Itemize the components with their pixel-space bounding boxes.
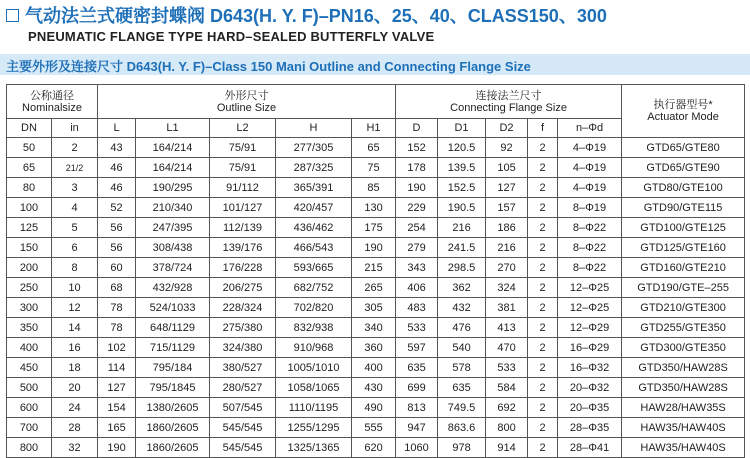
table-cell: 682/752	[276, 278, 352, 298]
table-cell: 400	[352, 358, 396, 378]
table-cell: 65	[352, 138, 396, 158]
table-cell: 68	[98, 278, 136, 298]
table-cell: 800	[486, 418, 528, 438]
table-cell: 533	[486, 358, 528, 378]
table-cell: 20	[52, 378, 98, 398]
table-cell: 2	[528, 298, 558, 318]
table-cell: 100	[7, 198, 52, 218]
table-cell: 190/295	[136, 178, 210, 198]
table-cell: 1860/2605	[136, 438, 210, 458]
column-header: D1	[438, 119, 486, 138]
table-cell: GTD210/GTE300	[622, 298, 745, 318]
table-cell: 380/527	[210, 358, 276, 378]
table-cell: 102	[98, 338, 136, 358]
table-cell: 947	[396, 418, 438, 438]
table-cell: 24	[52, 398, 98, 418]
table-cell: 43	[98, 138, 136, 158]
table-cell: GTD65/GTE80	[622, 138, 745, 158]
table-cell: 16–Φ29	[558, 338, 622, 358]
table-row	[7, 158, 745, 178]
table-cell: 795/184	[136, 358, 210, 378]
table-cell: 1005/1010	[276, 358, 352, 378]
table-cell: 2	[528, 178, 558, 198]
table-cell: 597	[396, 338, 438, 358]
table-cell: 91/112	[210, 178, 276, 198]
column-header: L	[98, 119, 136, 138]
table-row	[7, 378, 745, 398]
table-cell: 490	[352, 398, 396, 418]
table-cell: 75/91	[210, 158, 276, 178]
table-cell: 8–Φ22	[558, 218, 622, 238]
table-row	[7, 418, 745, 438]
table-row	[7, 238, 745, 258]
table-cell: 2	[528, 378, 558, 398]
table-cell: 80	[7, 178, 52, 198]
table-cell: 8–Φ22	[558, 258, 622, 278]
table-cell: 533	[396, 318, 438, 338]
table-cell: 75	[352, 158, 396, 178]
table-cell: 8–Φ22	[558, 238, 622, 258]
table-cell: 190	[352, 238, 396, 258]
table-cell: 4	[52, 198, 98, 218]
actuator-header: 执行器型号* Actuator Mode	[622, 85, 745, 138]
table-cell: 2	[528, 238, 558, 258]
table-cell: 65	[7, 158, 52, 178]
table-cell: 186	[486, 218, 528, 238]
table-cell: 178	[396, 158, 438, 178]
table-cell: 152	[396, 138, 438, 158]
table-cell: GTD350/HAW28S	[622, 358, 745, 378]
table-cell: 700	[7, 418, 52, 438]
checkbox-square-icon	[6, 9, 19, 22]
table-cell: 28	[52, 418, 98, 438]
table-cell: 56	[98, 238, 136, 258]
table-cell: 190	[98, 438, 136, 458]
table-cell: 555	[352, 418, 396, 438]
table-cell: 105	[486, 158, 528, 178]
table-cell: 914	[486, 438, 528, 458]
table-cell: 362	[438, 278, 486, 298]
column-header: DN	[7, 119, 52, 138]
table-cell: 524/1033	[136, 298, 210, 318]
table-cell: GTD100/GTE125	[622, 218, 745, 238]
table-cell: GTD90/GTE115	[622, 198, 745, 218]
table-cell: 795/1845	[136, 378, 210, 398]
table-row	[7, 398, 745, 418]
table-cell: 2	[528, 258, 558, 278]
column-header: n–Φd	[558, 119, 622, 138]
table-cell: 978	[438, 438, 486, 458]
table-cell: 350	[7, 318, 52, 338]
column-header: D2	[486, 119, 528, 138]
table-cell: 507/545	[210, 398, 276, 418]
table-cell: 3	[52, 178, 98, 198]
table-cell: 1325/1365	[276, 438, 352, 458]
table-cell: 10	[52, 278, 98, 298]
table-cell: 476	[438, 318, 486, 338]
table-cell: 378/724	[136, 258, 210, 278]
table-cell: 635	[396, 358, 438, 378]
table-cell: 400	[7, 338, 52, 358]
table-cell: 540	[438, 338, 486, 358]
table-cell: 1060	[396, 438, 438, 458]
table-cell: 164/214	[136, 138, 210, 158]
table-cell: 432	[438, 298, 486, 318]
table-cell: 12–Φ25	[558, 298, 622, 318]
table-cell: 280/527	[210, 378, 276, 398]
table-cell: 277/305	[276, 138, 352, 158]
table-cell: 800	[7, 438, 52, 458]
table-cell: 813	[396, 398, 438, 418]
table-cell: 101/127	[210, 198, 276, 218]
table-cell: 152.5	[438, 178, 486, 198]
table-row	[7, 178, 745, 198]
table-cell: 28–Φ35	[558, 418, 622, 438]
column-header: L1	[136, 119, 210, 138]
table-cell: 120.5	[438, 138, 486, 158]
table-cell: 18	[52, 358, 98, 378]
table-cell: 139/176	[210, 238, 276, 258]
table-cell: 381	[486, 298, 528, 318]
table-cell: 1110/1195	[276, 398, 352, 418]
table-cell: GTD125/GTE160	[622, 238, 745, 258]
table-body	[7, 138, 745, 458]
table-cell: 2	[528, 218, 558, 238]
table-cell: 216	[486, 238, 528, 258]
flange-size-header: 连接法兰尺寸 Connecting Flange Size	[396, 85, 622, 119]
table-cell: 1255/1295	[276, 418, 352, 438]
table-cell: 85	[352, 178, 396, 198]
outline-size-header: 外形尺寸 Outline Size	[98, 85, 396, 119]
column-header: H1	[352, 119, 396, 138]
table-cell: 2	[528, 418, 558, 438]
table-cell: 247/395	[136, 218, 210, 238]
table-cell: 60	[98, 258, 136, 278]
table-cell: 14	[52, 318, 98, 338]
dimension-table	[6, 84, 745, 458]
table-cell: 2	[528, 138, 558, 158]
table-cell: 620	[352, 438, 396, 458]
table-cell: 360	[352, 338, 396, 358]
table-cell: 127	[486, 178, 528, 198]
table-cell: 215	[352, 258, 396, 278]
table-row	[7, 338, 745, 358]
table-cell: 365/391	[276, 178, 352, 198]
table-cell: 1380/2605	[136, 398, 210, 418]
page-subtitle: PNEUMATIC FLANGE TYPE HARD–SEALED BUTTERFLY VALVE	[28, 29, 435, 44]
table-row	[7, 298, 745, 318]
table-cell: GTD190/GTE–255	[622, 278, 745, 298]
table-cell: 279	[396, 238, 438, 258]
table-cell: 12–Φ29	[558, 318, 622, 338]
table-cell: 16	[52, 338, 98, 358]
table-cell: 910/968	[276, 338, 352, 358]
table-cell: 20–Φ35	[558, 398, 622, 418]
table-cell: 165	[98, 418, 136, 438]
page-title	[6, 4, 607, 26]
table-cell: 50	[7, 138, 52, 158]
table-cell: 16–Φ32	[558, 358, 622, 378]
table-cell: 139.5	[438, 158, 486, 178]
header-row-1	[7, 85, 745, 119]
table-row	[7, 258, 745, 278]
table-cell: 470	[486, 338, 528, 358]
table-row	[7, 358, 745, 378]
table-cell: 4–Φ19	[558, 158, 622, 178]
column-header: f	[528, 119, 558, 138]
table-cell: 130	[352, 198, 396, 218]
table-cell: 114	[98, 358, 136, 378]
table-cell: 270	[486, 258, 528, 278]
table-cell: 702/820	[276, 298, 352, 318]
table-cell: 275/380	[210, 318, 276, 338]
table-cell: 2	[528, 358, 558, 378]
table-row	[7, 278, 745, 298]
table-cell: 578	[438, 358, 486, 378]
table-cell: GTD80/GTE100	[622, 178, 745, 198]
table-cell: 175	[352, 218, 396, 238]
table-cell: 265	[352, 278, 396, 298]
table-cell: 2	[528, 398, 558, 418]
table-cell: 648/1129	[136, 318, 210, 338]
table-cell: 466/543	[276, 238, 352, 258]
table-cell: 340	[352, 318, 396, 338]
table-cell: 8	[52, 258, 98, 278]
table-cell: HAW35/HAW40S	[622, 418, 745, 438]
table-row	[7, 198, 745, 218]
table-cell: 154	[98, 398, 136, 418]
table-cell: 21/2	[52, 158, 98, 178]
table-cell: 2	[528, 438, 558, 458]
table-cell: 420/457	[276, 198, 352, 218]
table-cell: 56	[98, 218, 136, 238]
table-cell: 206/275	[210, 278, 276, 298]
table-cell: 749.5	[438, 398, 486, 418]
table-row	[7, 218, 745, 238]
table-cell: 12–Φ25	[558, 278, 622, 298]
table-cell: 635	[438, 378, 486, 398]
table-cell: 2	[528, 318, 558, 338]
table-cell: 216	[438, 218, 486, 238]
table-cell: 305	[352, 298, 396, 318]
table-row	[7, 438, 745, 458]
table-cell: 241.5	[438, 238, 486, 258]
table-cell: 432/928	[136, 278, 210, 298]
table-cell: 413	[486, 318, 528, 338]
table-cell: 164/214	[136, 158, 210, 178]
table-cell: 125	[7, 218, 52, 238]
table-cell: 584	[486, 378, 528, 398]
table-cell: 832/938	[276, 318, 352, 338]
table-cell: 229	[396, 198, 438, 218]
table-cell: 4–Φ19	[558, 138, 622, 158]
table-cell: HAW35/HAW40S	[622, 438, 745, 458]
table-cell: GTD255/GTE350	[622, 318, 745, 338]
table-cell: 78	[98, 318, 136, 338]
column-header: in	[52, 119, 98, 138]
table-cell: 2	[528, 198, 558, 218]
table-cell: 150	[7, 238, 52, 258]
column-header: D	[396, 119, 438, 138]
table-cell: 5	[52, 218, 98, 238]
table-cell: 20–Φ32	[558, 378, 622, 398]
table-cell: 1058/1065	[276, 378, 352, 398]
table-row	[7, 318, 745, 338]
table-cell: 78	[98, 298, 136, 318]
table-cell: 545/545	[210, 438, 276, 458]
column-header: L2	[210, 119, 276, 138]
table-cell: 1860/2605	[136, 418, 210, 438]
table-cell: 436/462	[276, 218, 352, 238]
table-cell: 190.5	[438, 198, 486, 218]
table-cell: HAW28/HAW35S	[622, 398, 745, 418]
table-cell: 228/324	[210, 298, 276, 318]
table-cell: 200	[7, 258, 52, 278]
table-cell: 2	[528, 278, 558, 298]
table-cell: GTD160/GTE210	[622, 258, 745, 278]
table-cell: 343	[396, 258, 438, 278]
table-cell: 75/91	[210, 138, 276, 158]
table-cell: 450	[7, 358, 52, 378]
table-cell: 863.6	[438, 418, 486, 438]
table-cell: 112/139	[210, 218, 276, 238]
table-cell: 593/665	[276, 258, 352, 278]
table-cell: 324	[486, 278, 528, 298]
table-row	[7, 138, 745, 158]
table-cell: 2	[52, 138, 98, 158]
table-cell: 4–Φ19	[558, 178, 622, 198]
table-cell: 52	[98, 198, 136, 218]
table-cell: 324/380	[210, 338, 276, 358]
table-cell: 308/438	[136, 238, 210, 258]
table-cell: 2	[528, 158, 558, 178]
table-cell: 46	[98, 158, 136, 178]
table-cell: 210/340	[136, 198, 210, 218]
table-cell: 298.5	[438, 258, 486, 278]
table-cell: 250	[7, 278, 52, 298]
table-cell: 157	[486, 198, 528, 218]
table-cell: GTD350/HAW28S	[622, 378, 745, 398]
table-cell: GTD65/GTE90	[622, 158, 745, 178]
table-cell: 2	[528, 338, 558, 358]
table-cell: 127	[98, 378, 136, 398]
table-cell: 190	[396, 178, 438, 198]
page-title-text: 气动法兰式硬密封蝶阀 D643(H. Y. F)–PN16、25、40、CLASS150、300	[25, 6, 607, 26]
table-cell: 12	[52, 298, 98, 318]
table-cell: 300	[7, 298, 52, 318]
table-cell: 32	[52, 438, 98, 458]
table-cell: 545/545	[210, 418, 276, 438]
table-cell: 8–Φ19	[558, 198, 622, 218]
table-cell: 254	[396, 218, 438, 238]
table-cell: 176/228	[210, 258, 276, 278]
table-cell: 287/325	[276, 158, 352, 178]
table-cell: 483	[396, 298, 438, 318]
table-cell: 46	[98, 178, 136, 198]
table-cell: 92	[486, 138, 528, 158]
table-cell: 406	[396, 278, 438, 298]
table-cell: 699	[396, 378, 438, 398]
nominal-size-header: 公称通径 Nominalsize	[7, 85, 98, 119]
section-heading: 主要外形及连接尺寸 D643(H. Y. F)–Class 150 Mani Outline and Connecting Flange Size	[6, 59, 531, 74]
table-cell: 692	[486, 398, 528, 418]
table-cell: 6	[52, 238, 98, 258]
column-header: H	[276, 119, 352, 138]
table-cell: 500	[7, 378, 52, 398]
table-cell: 28–Φ41	[558, 438, 622, 458]
table-cell: GTD300/GTE350	[622, 338, 745, 358]
table-cell: 600	[7, 398, 52, 418]
table-cell: 715/1129	[136, 338, 210, 358]
table-cell: 430	[352, 378, 396, 398]
